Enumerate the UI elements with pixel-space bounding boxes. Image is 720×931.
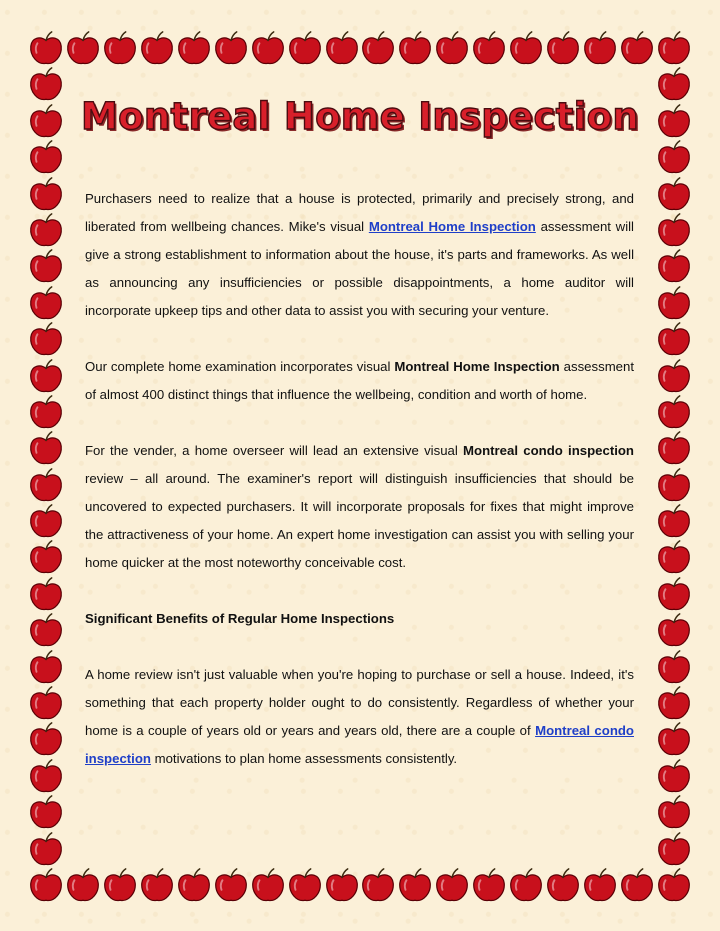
apple-icon <box>655 831 693 869</box>
apple-icon <box>27 576 65 614</box>
apple-icon <box>655 248 693 286</box>
apple-icon <box>359 867 397 905</box>
apple-icon <box>27 758 65 796</box>
paragraph-3-text-b: review – all around. The examiner's report will distinguish insufficiencies that should be uncovered to expected purchasers. It will incorporate proposals for fixes that might improve the attractiveness of your home. An expert home investigation can assist you with selling your home quicker at the most noteworthy conceivable cost. <box>85 471 634 570</box>
apple-icon <box>27 831 65 869</box>
apple-icon <box>27 139 65 177</box>
apple-icon <box>544 867 582 905</box>
apple-icon <box>655 794 693 832</box>
apple-icon <box>249 30 287 68</box>
apple-icon <box>138 30 176 68</box>
apple-icon <box>27 612 65 650</box>
paragraph-1-text-b: assessment will give a strong establishment to information about the house, it's parts and frameworks. As well as announcing any insufficiencies or possible disappointments, a home auditor will incorporate upkeep tips and other data to assist you with securing your venture. <box>85 219 634 318</box>
apple-icon <box>655 649 693 687</box>
apple-icon <box>27 176 65 214</box>
apple-icon <box>27 212 65 250</box>
apple-icon <box>655 285 693 323</box>
apple-icon <box>64 867 102 905</box>
apple-icon <box>286 30 324 68</box>
section-heading: Significant Benefits of Regular Home Inspections <box>85 611 395 626</box>
apple-icon <box>27 321 65 359</box>
apple-icon <box>27 285 65 323</box>
paragraph-4-text-b: motivations to plan home assessments consistently. <box>150 751 458 766</box>
apple-icon <box>655 721 693 759</box>
apple-icon <box>64 30 102 68</box>
apple-icon <box>175 30 213 68</box>
apple-icon <box>286 867 324 905</box>
apple-icon <box>27 430 65 468</box>
apple-icon <box>359 30 397 68</box>
apple-icon <box>655 212 693 250</box>
paragraph-2 <box>85 353 634 409</box>
apple-icon <box>544 30 582 68</box>
apple-icon <box>27 503 65 541</box>
apple-icon <box>433 867 471 905</box>
paragraph-4-text-a: A home review isn't just valuable when you're hoping to purchase or sell a house. Indeed, it's something that each property holder ought to do consistently. Regardless of whether your home is a couple of years old or years and years old, there are a couple of <box>85 667 634 738</box>
apple-icon <box>101 867 139 905</box>
apple-icon <box>27 685 65 723</box>
apple-icon <box>581 30 619 68</box>
paragraph-4 <box>85 661 634 773</box>
apple-icon <box>27 539 65 577</box>
apple-icon <box>655 139 693 177</box>
apple-icon <box>27 394 65 432</box>
apple-icon <box>27 794 65 832</box>
apple-icon <box>212 867 250 905</box>
apple-icon <box>323 30 361 68</box>
paragraph-2-text-b: assessment of almost 400 distinct things that influence the wellbeing, condition and worth of home. <box>85 359 635 402</box>
apple-icon <box>27 649 65 687</box>
apple-icon <box>655 685 693 723</box>
apple-icon <box>655 176 693 214</box>
apple-icon <box>655 467 693 505</box>
article-body <box>85 185 634 801</box>
apple-icon <box>27 358 65 396</box>
apple-icon <box>470 30 508 68</box>
apple-icon <box>470 867 508 905</box>
apple-icon <box>655 576 693 614</box>
page-title: Montreal Home Inspection <box>80 95 640 138</box>
apple-icon <box>433 30 471 68</box>
paragraph-3 <box>85 437 634 577</box>
apple-icon <box>396 30 434 68</box>
apple-icon <box>175 867 213 905</box>
apple-icon <box>507 867 545 905</box>
apple-icon <box>27 467 65 505</box>
apple-icon <box>655 321 693 359</box>
apple-icon <box>212 30 250 68</box>
apple-icon <box>655 430 693 468</box>
apple-icon <box>323 867 361 905</box>
apple-icon <box>138 867 176 905</box>
apple-icon <box>581 867 619 905</box>
paragraph-1 <box>85 185 634 325</box>
apple-icon <box>655 758 693 796</box>
montreal-condo-inspection-link[interactable]: Montreal condo inspection <box>85 723 634 766</box>
apple-icon <box>101 30 139 68</box>
paragraph-2-bold: Montreal Home Inspection <box>394 359 560 374</box>
apple-icon <box>655 358 693 396</box>
apple-icon <box>618 867 656 905</box>
apple-icon <box>27 721 65 759</box>
paragraph-3-bold: Montreal condo inspection <box>463 443 634 458</box>
paragraph-3-text-a: For the vender, a home overseer will lead an extensive visual <box>85 443 464 458</box>
paragraph-1-text-a: Purchasers need to realize that a house is protected, primarily and precisely strong, and liberated from wellbeing chances. Mike's visual <box>85 191 634 234</box>
apple-icon <box>655 867 693 905</box>
apple-icon <box>249 867 287 905</box>
apple-icon <box>655 539 693 577</box>
apple-icon <box>27 30 65 68</box>
apple-icon <box>507 30 545 68</box>
apple-icon <box>655 612 693 650</box>
apple-icon <box>618 30 656 68</box>
apple-icon <box>655 503 693 541</box>
apple-icon <box>655 30 693 68</box>
paragraph-2-text-a: Our complete home examination incorporates visual <box>85 359 395 374</box>
montreal-home-inspection-link[interactable]: Montreal Home Inspection <box>368 219 536 234</box>
apple-icon <box>396 867 434 905</box>
apple-icon <box>27 867 65 905</box>
apple-icon <box>655 394 693 432</box>
apple-icon <box>27 248 65 286</box>
